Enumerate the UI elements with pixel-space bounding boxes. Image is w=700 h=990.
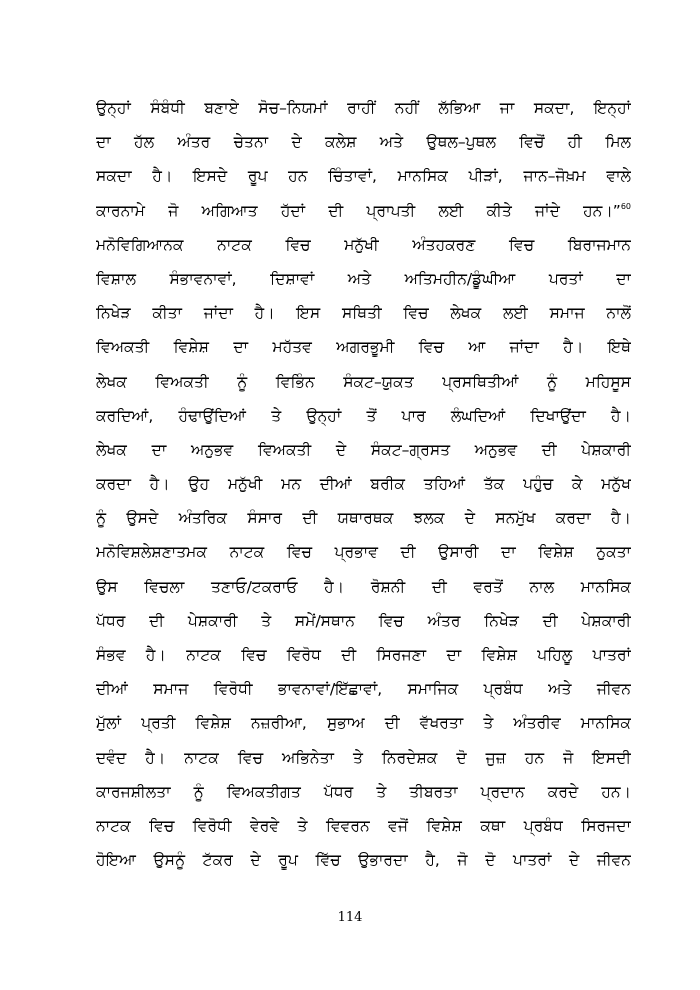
text-line: ਕਾਰਜਸ਼ੀਲਤਾ ਨੂੰ ਵਿਅਕਤੀਗਤ ਪੱਧਰ ਤੇ ਤੀਬਰਤਾ ਪ੍ਰਦਾਨ ਕਰਦੇ ਹਨ। (96, 782, 631, 801)
text-line: ਲੇਖਕ ਦਾ ਅਨੁਭਵ ਵਿਅਕਤੀ ਦੇ ਸੰਕਟ–ਗ੍ਰਸਤ ਅਨੁਭਵ ਦੀ ਪੇਸ਼ਕਾਰੀ (96, 440, 631, 459)
text-line: ਨਿਖੇੜ ਕੀਤਾ ਜਾਂਦਾ ਹੈ। ਇਸ ਸਥਿਤੀ ਵਿਚ ਲੇਖਕ ਲਈ ਸਮਾਜ ਨਾਲੋਂ (96, 304, 631, 323)
text-line: ਕਰਦਿਆਂ, ਹੰਢਾਉਂਦਿਆਂ ਤੇ ਉਨ੍ਹਾਂ ਤੋਂ ਪਾਰ ਲੰਘਦਿਆਂ ਦਿਖਾਉਂਦਾ ਹੈ। (96, 406, 631, 425)
text-line: ਦਾ ਹੱਲ ਅੰਤਰ ਚੇਤਨਾ ਦੇ ਕਲੇਸ਼ ਅਤੇ ਉਥਲ–ਪੁਥਲ ਵਿਚੋਂ ਹੀ ਮਿਲ (96, 133, 631, 152)
footnote-marker: 60 (620, 201, 631, 211)
text-line: ਦਵੰਦ ਹੈ। ਨਾਟਕ ਵਿਚ ਅਭਿਨੇਤਾ ਤੇ ਨਿਰਦੇਸ਼ਕ ਦੋ ਜੁਜ਼ ਹਨ ਜੋ ਇਸਦੀ (96, 748, 631, 767)
text-line: ਮਨੋਵਿਗਿਆਨਕ ਨਾਟਕ ਵਿਚ ਮਨੁੱਖੀ ਅੰਤਹਕਰਣ ਵਿਚ ਬਿਰਾਜਮਾਨ (96, 235, 631, 254)
text-line: ਵਿਅਕਤੀ ਵਿਸ਼ੇਸ਼ ਦਾ ਮਹੱਤਵ ਅਗਰਭੂਮੀ ਵਿਚ ਆ ਜਾਂਦਾ ਹੈ। ਇਥੇ (96, 338, 631, 357)
text-line-with-footnote (96, 194, 631, 228)
text-line: ਸਕਦਾ ਹੈ। ਇਸਦੇ ਰੂਪ ਹਨ ਚਿੰਤਾਵਾਂ, ਮਾਨਸਿਕ ਪੀੜਾਂ, ਜਾਨ–ਜੋਖ਼ਮ ਵਾਲੇ (96, 167, 631, 186)
text-line: ਸੰਭਵ ਹੈ। ਨਾਟਕ ਵਿਚ ਵਿਰੋਧ ਦੀ ਸਿਰਜਣਾ ਦਾ ਵਿਸ਼ੇਸ਼ ਪਹਿਲੂ ਪਾਤਰਾਂ (96, 646, 631, 664)
text-line: ਮਨੋਵਿਸ਼ਲੇਸ਼ਣਾਤਮਕ ਨਾਟਕ ਵਿਚ ਪ੍ਰਭਾਵ ਦੀ ਉਸਾਰੀ ਦਾ ਵਿਸ਼ੇਸ਼ ਨੁਕਤਾ (96, 543, 631, 562)
text-line: ਕਰਦਾ ਹੈ। ਉਹ ਮਨੁੱਖੀ ਮਨ ਦੀਆਂ ਬਰੀਕ ਤਹਿਆਂ ਤੱਕ ਪਹੁੰਚ ਕੇ ਮਨੁੱਖ (96, 475, 631, 494)
text-line: ਦੀਆਂ ਸਮਾਜ ਵਿਰੋਧੀ ਭਾਵਨਾਵਾਂ/ਇੱਛਾਵਾਂ, ਸਮਾਜਿਕ ਪ੍ਰਬੰਧ ਅਤੇ ਜੀਵਨ (96, 680, 631, 699)
text-line: ਨਾਟਕ ਵਿਚ ਵਿਰੋਧੀ ਵੇਰਵੇ ਤੇ ਵਿਵਰਨ ਵਜੋਂ ਵਿਸ਼ੇਸ਼ ਕਥਾ ਪ੍ਰਬੰਧ ਸਿਰਜਦਾ (96, 816, 631, 835)
text-line: ਮੁੱਲਾਂ ਪ੍ਰਤੀ ਵਿਸ਼ੇਸ਼ ਨਜ਼ਰੀਆ, ਸੁਭਾਅ ਦੀ ਵੱਖਰਤਾ ਤੇ ਅੰਤਰੀਵ ਮਾਨਸਿਕ (96, 714, 631, 733)
page-number: 114 (337, 910, 363, 925)
text-line: ਕਾਰਨਾਮੇ ਜੋ ਅਗਿਆਤ ਹੱਦਾਂ ਦੀ ਪ੍ਰਾਪਤੀ ਲਈ ਕੀਤੇ ਜਾਂਦੇ ਹਨ।” (96, 201, 621, 220)
text-line: ਉਸ ਵਿਚਲਾ ਤਣਾਓ/ਟਕਰਾਓ ਹੈ। ਰੋਸ਼ਨੀ ਦੀ ਵਰਤੋਂ ਨਾਲ ਮਾਨਸਿਕ (96, 577, 631, 596)
text-line: ਹੋਇਆ ਉਸਨੂੰ ਟੱਕਰ ਦੇ ਰੂਪ ਵਿੱਚ ਉਭਾਰਦਾ ਹੈ, ਜੋ ਦੋ ਪਾਤਰਾਂ ਦੇ ਜੀਵਨ (96, 851, 631, 870)
text-line: ਉਨ੍ਹਾਂ ਸੰਬੰਧੀ ਬਣਾਏ ਸੋਚ–ਨਿਯਮਾਂ ਰਾਹੀਂ ਨਹੀਂ ਲੱਭਿਆ ਜਾ ਸਕਦਾ, ਇਨ੍ਹਾਂ (96, 99, 631, 117)
text-line: ਲੇਖਕ ਵਿਅਕਤੀ ਨੂੰ ਵਿਭਿੰਨ ਸੰਕਟ–ਯੁਕਤ ਪ੍ਰਸਥਿਤੀਆਂ ਨੂੰ ਮਹਿਸੂਸ (96, 372, 631, 391)
text-line: ਨੂੰ ਉਸਦੇ ਅੰਤਰਿਕ ਸੰਸਾਰ ਦੀ ਯਥਾਰਥਕ ਝਲਕ ਦੇ ਸਨਮੁੱਖ ਕਰਦਾ ਹੈ। (96, 509, 631, 528)
text-line: ਪੱਧਰ ਦੀ ਪੇਸ਼ਕਾਰੀ ਤੇ ਸਮੇਂ/ਸਥਾਨ ਵਿਚ ਅੰਤਰ ਨਿਖੇੜ ਦੀ ਪੇਸ਼ਕਾਰੀ (96, 611, 631, 630)
body-text (96, 91, 631, 877)
text-line: ਵਿਸ਼ਾਲ ਸੰਭਾਵਨਾਵਾਂ, ਦਿਸ਼ਾਵਾਂ ਅਤੇ ਅਤਿਮਹੀਨ/ਡੂੰਘੀਆ ਪਰਤਾਂ ਦਾ (96, 269, 631, 288)
